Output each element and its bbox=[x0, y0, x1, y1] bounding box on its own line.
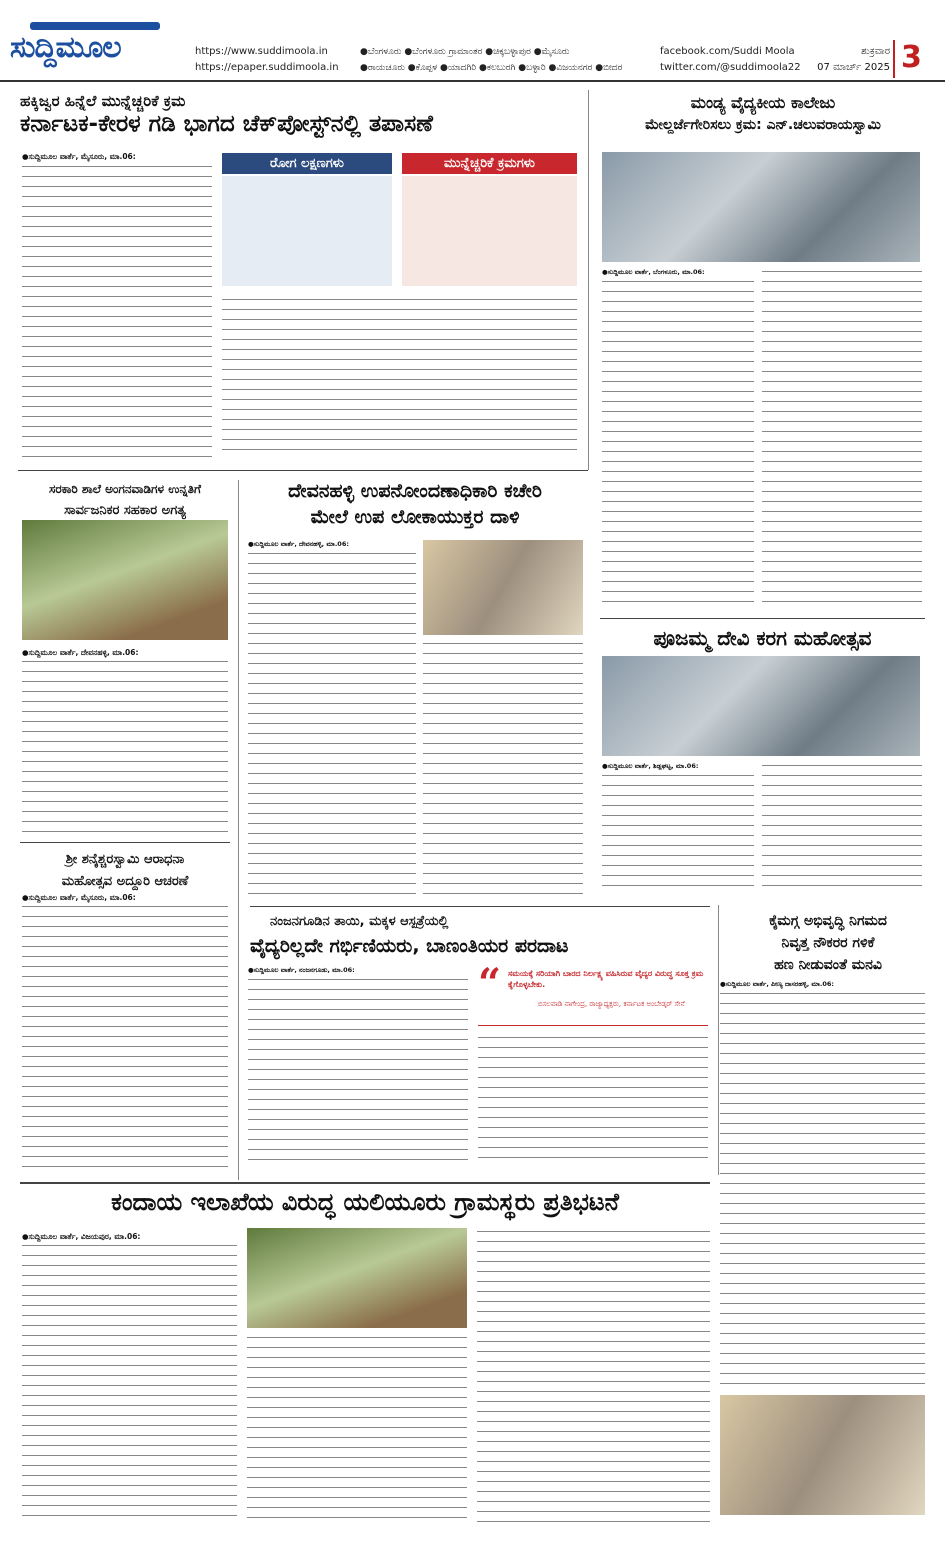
article-kicker: ಮಂಡ್ಯ ವೈದ್ಯಕೀಯ ಕಾಲೇಜು bbox=[690, 93, 836, 112]
article-karaga bbox=[600, 618, 925, 651]
meeting-photo bbox=[602, 152, 920, 262]
cities-line-1: ●ಬೆಂಗಳೂರು ●ಬೆಂಗಳೂರು ಗ್ರಾಮಾಂತರ ●ಚಿಕ್ಕಬಳ್ಳಾಪುರ ●ಮೈಸೂರು bbox=[360, 47, 570, 57]
column-divider bbox=[718, 905, 719, 1175]
protest-photo bbox=[247, 1228, 467, 1328]
article-body-col1 bbox=[248, 550, 416, 895]
article-nanjangud bbox=[250, 906, 710, 959]
article-byline: ●ಸುದ್ದಿಮೂಲ ವಾರ್ತೆ, ನಂಜನಗೂಡು, ಮಾ.06: bbox=[248, 966, 355, 974]
article-headline-1: ದೇವನಹಳ್ಳಿ ಉಪನೋಂದಣಾಧಿಕಾರಿ ಕಚೇರಿ bbox=[288, 480, 542, 502]
article-lokayukta bbox=[250, 478, 580, 530]
article-body-col2 bbox=[762, 268, 922, 608]
article-headline: ಮೇಲ್ದರ್ಜೆಗೇರಿಸಲು ಕ್ರಮ: ಎನ್.ಚಲುವರಾಯಸ್ವಾಮಿ bbox=[645, 117, 881, 133]
article-shanaishchara bbox=[20, 842, 230, 893]
article-body-col2 bbox=[247, 1334, 467, 1522]
article-body-col1 bbox=[602, 772, 754, 892]
column-divider bbox=[238, 480, 239, 1180]
article-body-col1 bbox=[248, 976, 468, 1166]
article-headline-2: ಮೇಲೆ ಉಪ ಲೋಕಾಯುಕ್ತರ ದಾಳಿ bbox=[310, 506, 520, 528]
edition-cities bbox=[360, 44, 630, 76]
masthead-urls bbox=[195, 44, 339, 76]
article-body-col3 bbox=[477, 1228, 710, 1522]
column-divider bbox=[588, 90, 589, 470]
article-headline-2: ಮಹೋತ್ಸವ ಅದ್ದೂರಿ ಆಚರಣೆ bbox=[61, 874, 189, 889]
quote-text: ಸಮಯಕ್ಕೆ ಸರಿಯಾಗಿ ಬಾರದ ನಿರ್ಲಕ್ಷ್ಯ ವಹಿಸಿರುವ ವೈದ್ಯರ ವಿರುದ್ಧ ಸೂಕ್ತ ಕ್ರಮ ಕೈಗೊಳ್ಳಬೇಕು. bbox=[508, 969, 704, 989]
article-medical-college bbox=[598, 92, 928, 136]
symptoms-box bbox=[222, 153, 392, 288]
masthead bbox=[0, 0, 945, 82]
article-body-col1 bbox=[22, 1242, 237, 1522]
article-anganwadi bbox=[20, 478, 230, 522]
article-kicker: ಸರಕಾರಿ ಶಾಲೆ ಅಂಗನವಾಡಿಗಳ ಉನ್ನತಿಗೆ bbox=[49, 482, 201, 496]
article-kicker: ಹಕ್ಕಿಜ್ವರ ಹಿನ್ನೆಲೆ ಮುನ್ನೆಚ್ಚರಿಕೆ ಕ್ರಮ bbox=[20, 92, 186, 110]
article-body-col2 bbox=[478, 1034, 708, 1166]
social-links bbox=[660, 44, 801, 76]
article-headline-3: ಹಣ ನೀಡುವಂತೆ ಮನವಿ bbox=[774, 957, 882, 973]
article-kicker: ನಂಜನಗೂಡಿನ ತಾಯಿ, ಮಕ್ಕಳ ಆಸ್ಪತ್ರೆಯಲ್ಲಿ bbox=[270, 914, 449, 929]
article-byline: ●ಸುದ್ದಿಮೂಲ ವಾರ್ತೆ, ಬೆಂಗಳೂರು, ಮಾ.06: bbox=[602, 268, 705, 276]
masthead-logo: ಸುದ್ದಿಮೂಲ bbox=[10, 30, 121, 65]
article-body bbox=[22, 658, 228, 833]
symptoms-list bbox=[222, 176, 392, 286]
article-checkpost bbox=[20, 92, 580, 138]
article-body-col2 bbox=[222, 296, 577, 458]
precautions-box-title: ಮುನ್ನೆಚ್ಚರಿಕೆ ಕ್ರಮಗಳು bbox=[402, 153, 577, 174]
children-photo bbox=[22, 520, 228, 640]
karaga-photo bbox=[602, 656, 920, 756]
article-headline-2: ನಿವೃತ್ತ ನೌಕರರ ಗಳಿಕೆ bbox=[781, 935, 875, 951]
article-byline: ●ಸುದ್ದಿಮೂಲ ವಾರ್ತೆ, ದೇವನಹಳ್ಳಿ, ಮಾ.06: bbox=[248, 540, 349, 548]
article-headline-1: ಕೈಮಗ್ಗ ಅಭಿವೃದ್ಧಿ ನಿಗಮದ bbox=[769, 913, 887, 929]
article-body-col1 bbox=[602, 278, 754, 608]
article-body-col1 bbox=[22, 163, 212, 458]
article-body-col2 bbox=[423, 640, 583, 895]
article-body-col2 bbox=[762, 762, 922, 892]
article-byline: ●ಸುದ್ದಿಮೂಲ ವಾರ್ತೆ, ಮೈಸೂರು, ಮಾ.06: bbox=[22, 152, 136, 161]
article-headline-1: ಶ್ರೀ ಶನೈಶ್ಚರಸ್ವಾಮಿ ಆರಾಧನಾ bbox=[65, 852, 185, 867]
article-handloom bbox=[728, 910, 928, 976]
article-body bbox=[720, 990, 925, 1390]
precautions-list bbox=[402, 176, 577, 286]
symptoms-box-title: ರೋಗ ಲಕ್ಷಣಗಳು bbox=[222, 153, 392, 174]
article-byline: ●ಸುದ್ದಿಮೂಲ ವಾರ್ತೆ, ಶಿಡ್ಲಘಟ್ಟ, ಮಾ.06: bbox=[602, 762, 699, 770]
issue-day: ಶುಕ್ರವಾರ bbox=[861, 46, 890, 57]
article-headline: ಸಾರ್ವಜನಿಕರ ಸಹಕಾರ ಅಗತ್ಯ bbox=[64, 503, 186, 518]
article-headline: ಕರ್ನಾಟಕ-ಕೇರಳ ಗಡಿ ಭಾಗದ ಚೆಕ್‌ಪೋಸ್ಟ್‌ನಲ್ಲಿ ತಪಾಸಣೆ bbox=[20, 111, 433, 137]
article-byline: ●ಸುದ್ದಿಮೂಲ ವಾರ್ತೆ, ದೇವನಹಳ್ಳಿ, ಮಾ.06: bbox=[22, 648, 139, 657]
logo-ornament bbox=[30, 22, 160, 30]
section-divider bbox=[18, 470, 588, 471]
epaper-link[interactable]: https://epaper.suddimoola.in bbox=[195, 62, 339, 73]
quote-author: ಬಿಸಲವಾಡಿ ನಾಗೇಂದ್ರ, ರಾಜ್ಯಾಧ್ಯಕ್ಷರು, ಕರ್ನಾಟಕ ಅಂಬೇಡ್ಕರ್ ಸೇನೆ bbox=[538, 1000, 685, 1008]
article-headline: ಪೂಜಮ್ಮ ದೇವಿ ಕರಗ ಮಹೋತ್ಸವ bbox=[653, 626, 872, 650]
article-headline: ಕಂದಾಯ ಇಲಾಖೆಯ ವಿರುದ್ಧ ಯಲಿಯೂರು ಗ್ರಾಮಸ್ಥರು ಪ್ರತಿಭಟನೆ bbox=[111, 1188, 619, 1216]
article-byline: ●ಸುದ್ದಿಮೂಲ ವಾರ್ತೆ, ಮೈಸೂರು, ಮಾ.06: bbox=[22, 893, 136, 902]
article-body bbox=[22, 903, 228, 1173]
page-number: 3 bbox=[893, 40, 933, 78]
article-byline: ●ಸುದ್ದಿಮೂಲ ವಾರ್ತೆ, ಪೀಣ್ಯ ದಾಸರಹಳ್ಳಿ, ಮಾ.06: bbox=[720, 980, 835, 988]
raid-photo bbox=[423, 540, 583, 635]
precautions-box bbox=[402, 153, 577, 288]
twitter-link[interactable]: twitter.com/@suddimoola22 bbox=[660, 62, 801, 73]
quote-icon: “ bbox=[478, 960, 502, 1007]
retired-staff-photo bbox=[720, 1395, 925, 1515]
issue-date bbox=[810, 44, 890, 76]
pull-quote bbox=[478, 960, 708, 1026]
cities-line-2: ●ರಾಯಚೂರು ●ಕೊಪ್ಪಳ ●ಯಾದಗಿರಿ ●ಕಲಬುರಗಿ ●ಬಳ್ಳಾರಿ ●ವಿಜಯನಗರ ●ಬೀದರ bbox=[360, 63, 623, 73]
article-headline: ವೈದ್ಯರಿಲ್ಲದೇ ಗರ್ಭಿಣಿಯರು, ಬಾಣಂತಿಯರ ಪರದಾಟ bbox=[250, 935, 569, 957]
issue-date-text: 07 ಮಾರ್ಚ್ 2025 bbox=[817, 62, 890, 73]
article-byline: ●ಸುದ್ದಿಮೂಲ ವಾರ್ತೆ, ವಿಜಯಪುರ, ಮಾ.06: bbox=[22, 1232, 141, 1241]
website-link[interactable]: https://www.suddimoola.in bbox=[195, 46, 328, 57]
article-protest bbox=[20, 1182, 710, 1216]
facebook-link[interactable]: facebook.com/Suddi Moola bbox=[660, 46, 795, 57]
